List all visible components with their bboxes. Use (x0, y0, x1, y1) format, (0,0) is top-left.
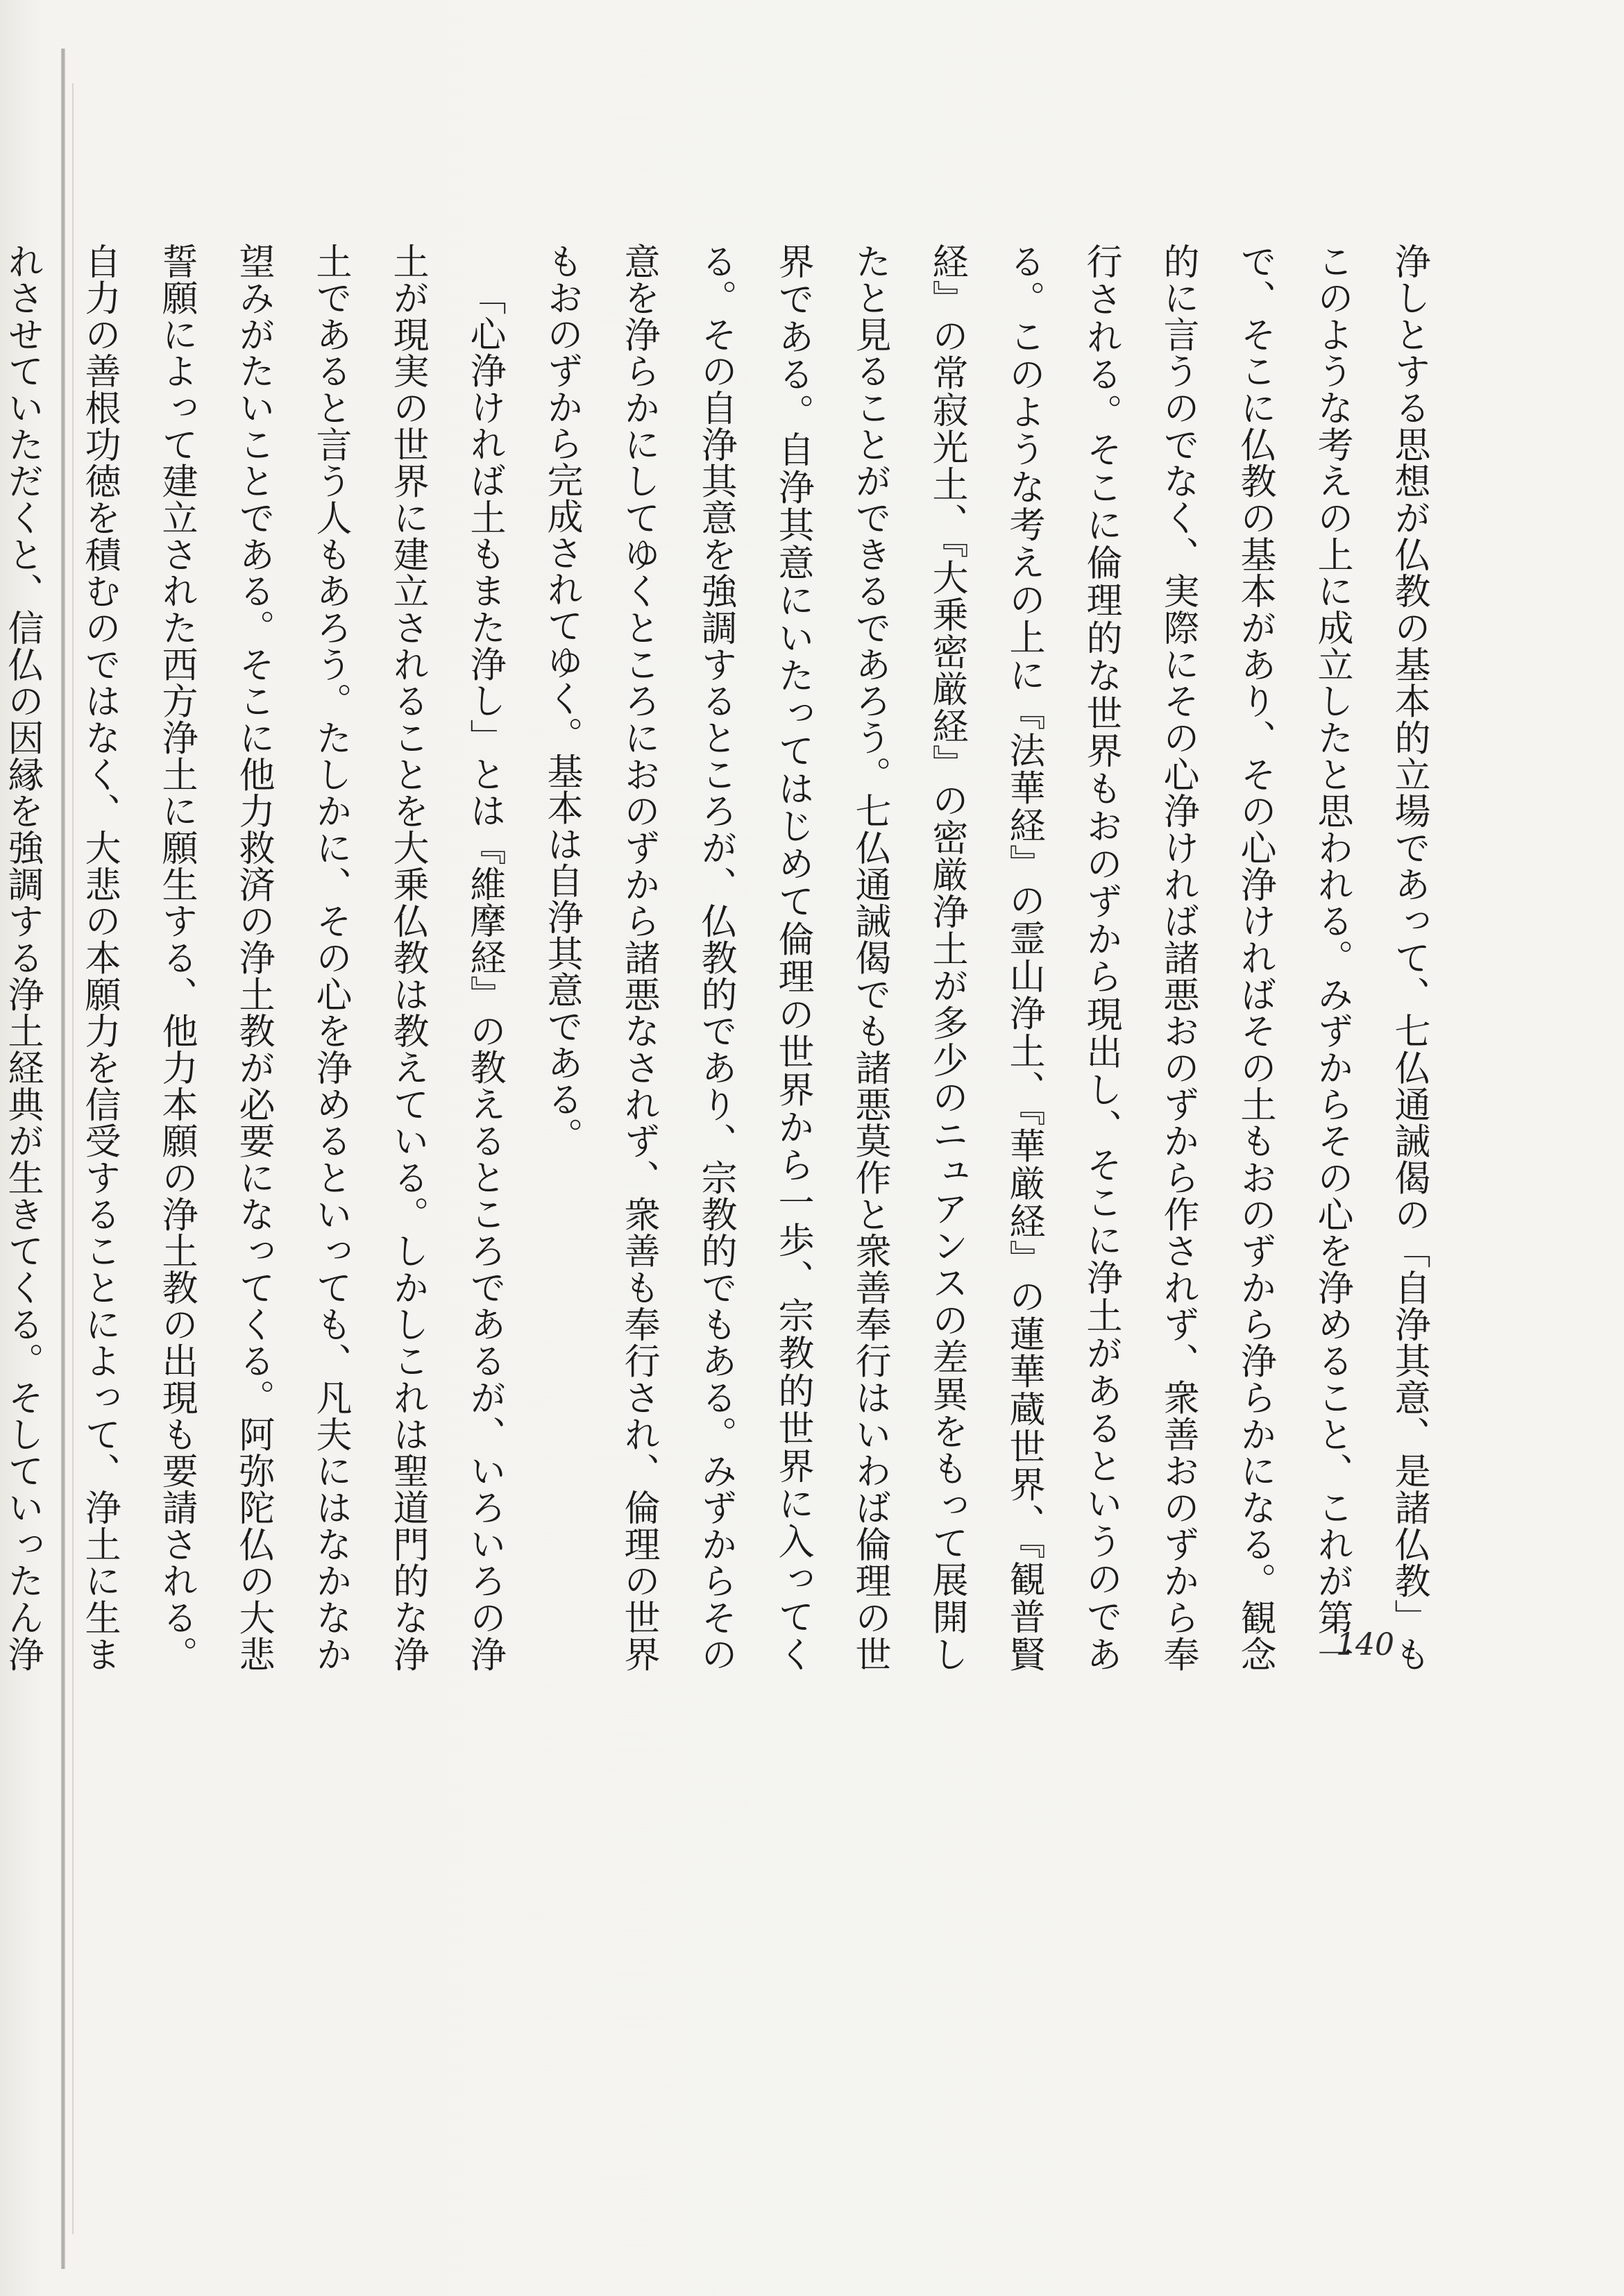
paragraph-1: 浄しとする思想が仏教の基本的立場であって、七仏通誡偈の「自浄其意、是諸仏教」もこのような考えの上に成立したと思われる。みずからその心を浄めること、これが第一で、そこに仏教の基本があり、その心浄ければその土もおのずから浄らかになる。観念的に言うのでなく、実際にその心浄ければ諸悪おのずから作されず、衆善おのずから奉行される。そこに倫理的な世界もおのずから現出し、そこに浄土があるというのである。このような考えの上に『法華経』の霊山浄土、『華厳経』の蓮華蔵世界、『観普賢経』の常寂光土、『大乗密厳経』の密厳浄土が多少のニュアンスの差異をもって展開したと見ることができるであろう。七仏通誡偈でも諸悪莫作と衆善奉行はいわば倫理の世界である。自浄其意にいたってはじめて倫理の世界から一歩、宗教的世界に入ってくる。その自浄其意を強調するところが、仏教的であり、宗教的でもある。みずからその意を浄らかにしてゆくところにおのずから諸悪なされず、衆善も奉行され、倫理の世界もおのずから完成されてゆく。基本は自浄其意である。 (541, 243, 1430, 1672)
page-number: 140 (1336, 1627, 1394, 1663)
vertical-body-text (1, 243, 1447, 1673)
paragraph-2: 「心浄ければ土もまた浄し」とは『維摩経』の教えるところであるが、いろいろの浄土が現実の世界に建立されることを大乗仏教は教えている。しかしこれは聖道門的な浄土であると言う人もあろう。たしかに、その心を浄めるといっても、凡夫にはなかなか望みがたいことである。そこに他力救済の浄土教が必要になってくる。阿弥陀仏の大悲誓願によって建立された西方浄土に願生する、他力本願の浄土教の出現も要請される。自力の善根功徳を積むのではなく、大悲の本願力を信受することによって、浄土に生まれさせていただくと、信仏の因縁を強調する浄土経典が生きてくる。そしていったん浄 (1, 243, 505, 1673)
